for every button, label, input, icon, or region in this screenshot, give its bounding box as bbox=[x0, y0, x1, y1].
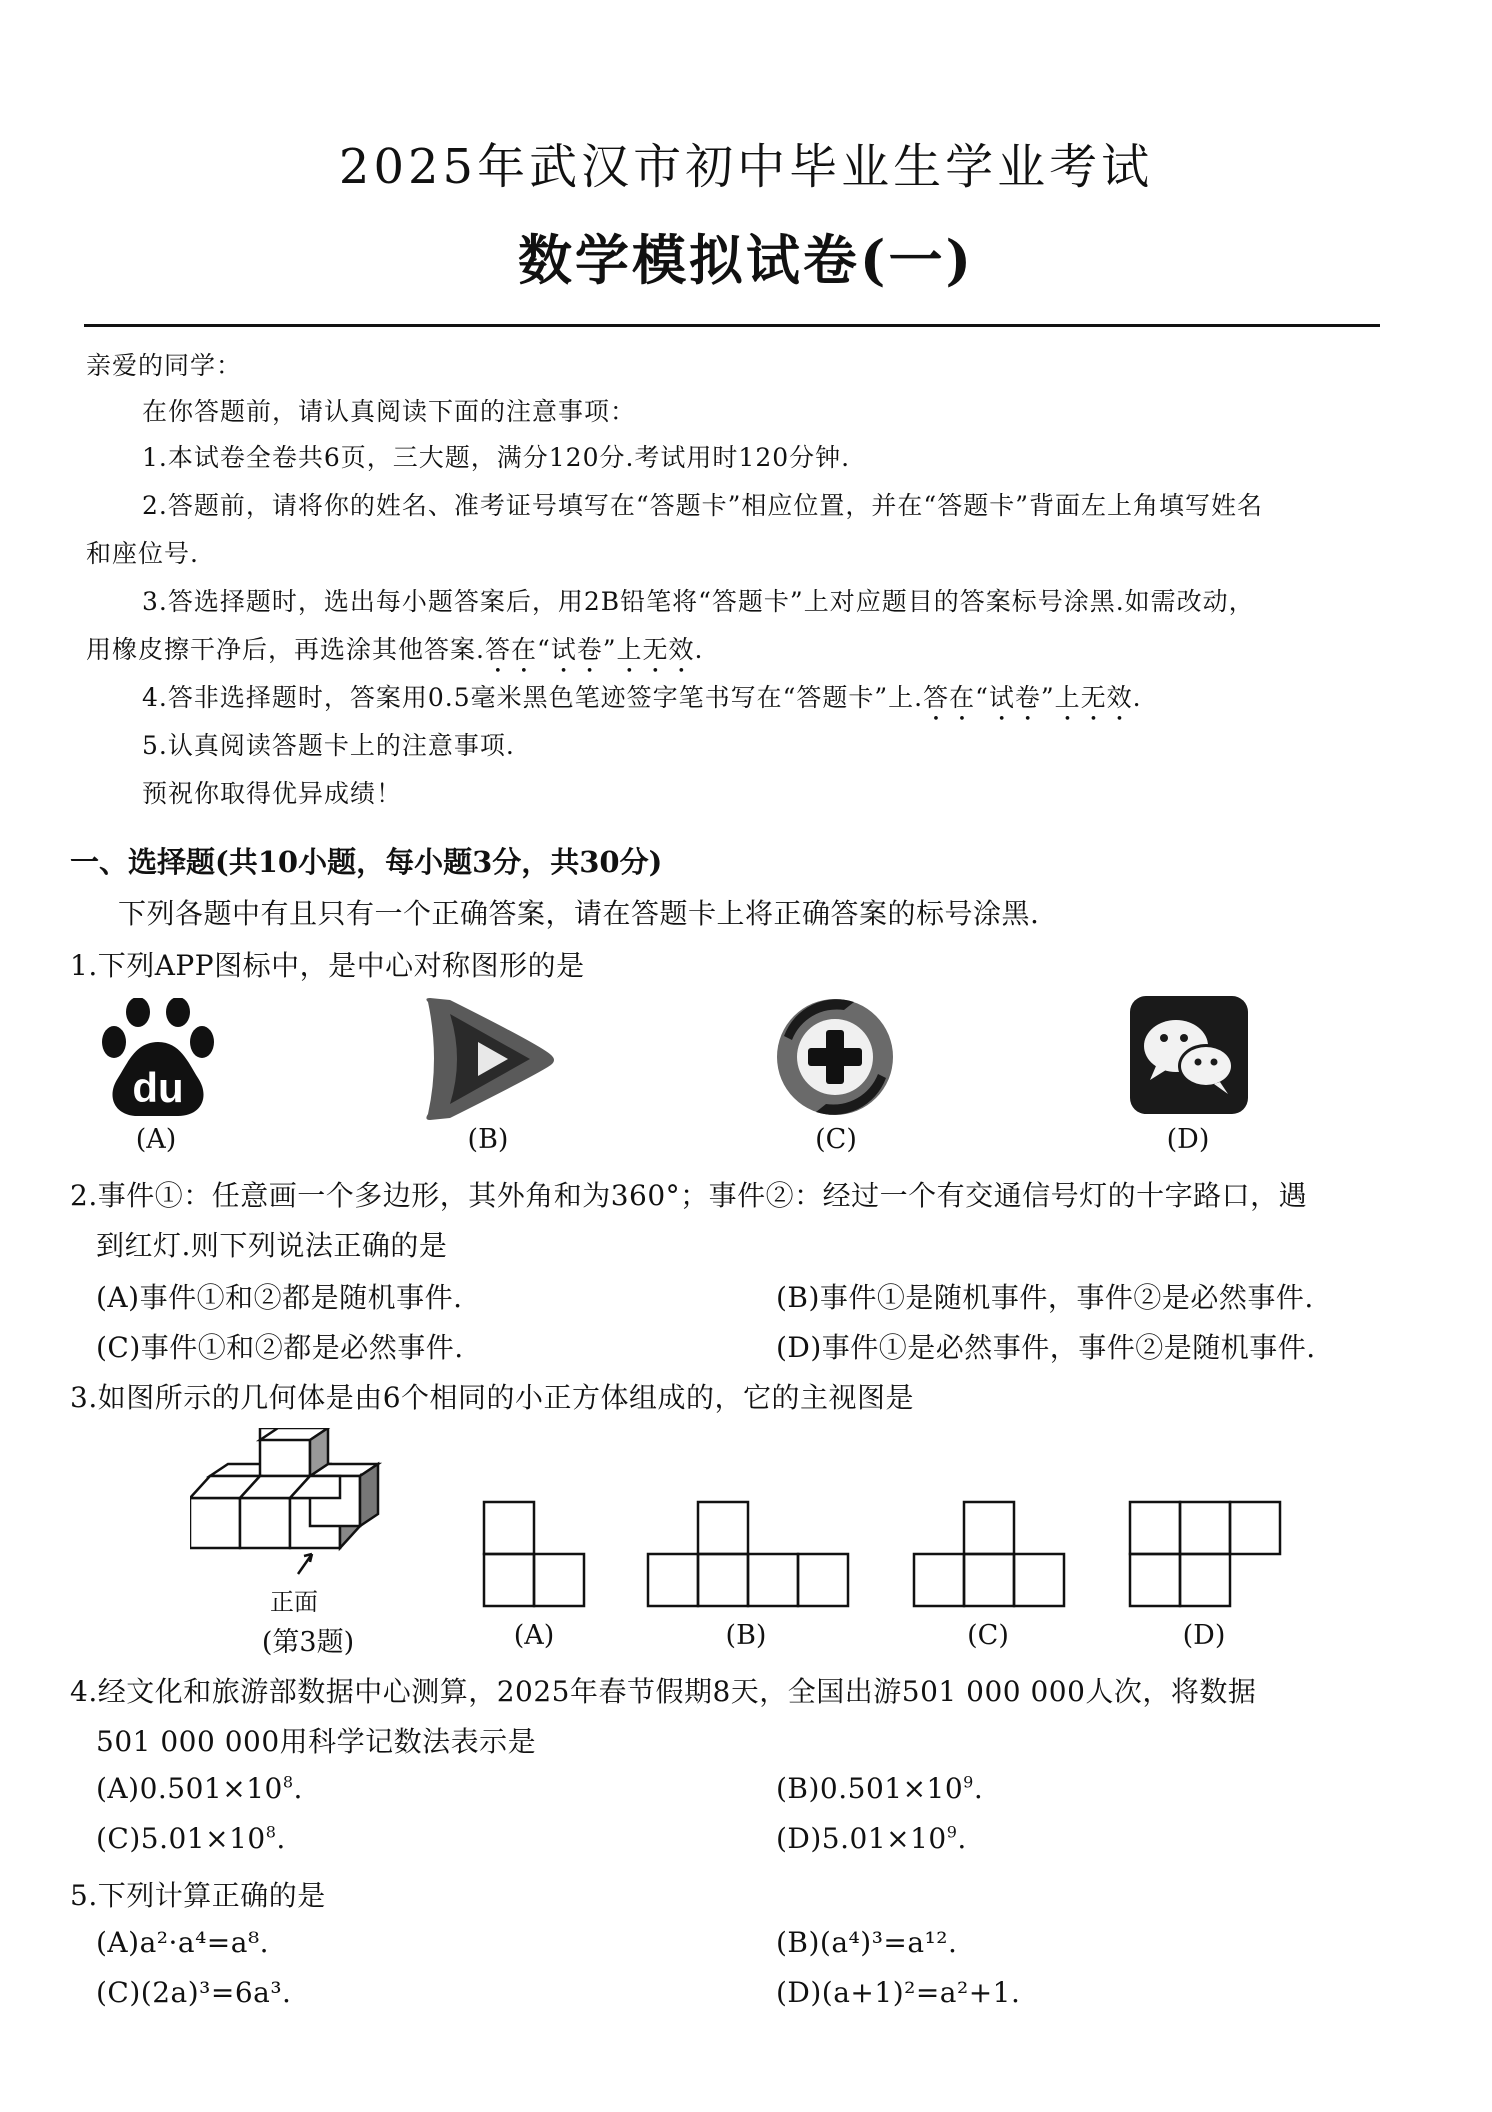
q2-option-c: (C)事件①和②都是必然事件. bbox=[96, 1331, 464, 1364]
notice-item-4 bbox=[142, 678, 1142, 727]
page-subtitle: 数学模拟试卷(一) bbox=[517, 228, 975, 292]
q4-option-a bbox=[96, 1772, 303, 1805]
notice-item-3a: 3.答选择题时，选出每小题答案后，用2B铅笔将“答题卡”上对应题目的答案标号涂黑.如需改动， bbox=[142, 587, 1255, 616]
q4-option-d bbox=[776, 1822, 967, 1855]
play-logo-icon bbox=[420, 996, 556, 1122]
q4-option-c-end: . bbox=[276, 1822, 286, 1855]
paw-logo-text: du bbox=[132, 1064, 184, 1111]
q1-label-c: (C) bbox=[815, 1124, 857, 1155]
notice-item-2b: 和座位号. bbox=[86, 539, 199, 568]
title-divider bbox=[84, 324, 1380, 327]
chat-bubbles-icon bbox=[1130, 996, 1248, 1114]
notice-item-1: 1.本试卷全卷共6页，三大题，满分120分.考试用时120分钟. bbox=[142, 443, 851, 472]
q2-stem-line2: 到红灯.则下列说法正确的是 bbox=[96, 1229, 448, 1262]
q4-option-b-base: (B)0.501×10 bbox=[776, 1772, 964, 1805]
q4-option-b bbox=[776, 1772, 983, 1805]
page-title: 2025年武汉市初中毕业生学业考试 bbox=[338, 139, 1154, 195]
q4-option-c-exp: 8 bbox=[265, 1822, 277, 1842]
q4-option-d-base: (D)5.01×10 bbox=[776, 1822, 947, 1855]
notice-wish: 预祝你取得优异成绩！ bbox=[142, 779, 403, 808]
cube-solid-figure bbox=[190, 1428, 390, 1588]
q3-label-d: (D) bbox=[1182, 1620, 1226, 1651]
q3-label-a: (A) bbox=[513, 1620, 555, 1651]
q4-option-d-end: . bbox=[957, 1822, 967, 1855]
notice-greeting: 亲爱的同学： bbox=[86, 351, 243, 380]
q5-option-a: (A)a²·a⁴=a⁸. bbox=[96, 1926, 270, 1959]
q3-front-label: 正面 bbox=[270, 1588, 318, 1616]
q2-option-b: (B)事件①是随机事件，事件②是必然事件. bbox=[776, 1281, 1314, 1314]
q5-option-d: (D)(a+1)²=a²+1. bbox=[776, 1976, 1021, 2009]
q4-stem-line1: 4.经文化和旅游部数据中心测算，2025年春节假期8天，全国出游501 000 000人次，将数据 bbox=[70, 1675, 1257, 1708]
q1-stem: 1.下列APP图标中，是中心对称图形的是 bbox=[70, 949, 585, 982]
q4-option-b-end: . bbox=[973, 1772, 984, 1805]
q3-option-c-figure bbox=[912, 1500, 1068, 1610]
q3-option-d-figure bbox=[1128, 1500, 1284, 1610]
q4-option-c-base: (C)5.01×10 bbox=[96, 1822, 266, 1855]
section-instruction: 下列各题中有且只有一个正确答案，请在答题卡上将正确答案的标号涂黑. bbox=[118, 897, 1040, 930]
q2-option-a: (A)事件①和②都是随机事件. bbox=[96, 1281, 463, 1314]
q4-option-c bbox=[96, 1822, 286, 1855]
q4-option-a-exp: 8 bbox=[282, 1772, 294, 1792]
notice-intro: 在你答题前，请认真阅读下面的注意事项： bbox=[142, 397, 637, 426]
q4-option-d-exp: 9 bbox=[946, 1822, 958, 1842]
q3-stem: 3.如图所示的几何体是由6个相同的小正方体组成的，它的主视图是 bbox=[70, 1381, 915, 1414]
q3-label-c: (C) bbox=[967, 1620, 1009, 1651]
q1-label-d: (D) bbox=[1166, 1124, 1210, 1155]
q1-label-a: (A) bbox=[135, 1124, 177, 1155]
q1-label-b: (B) bbox=[467, 1124, 509, 1155]
notice-item-2a: 2.答题前，请将你的姓名、准考证号填写在“答题卡”相应位置，并在“答题卡”背面左上角填写姓名 bbox=[142, 491, 1263, 520]
plus-circle-icon bbox=[774, 996, 896, 1118]
q5-stem: 5.下列计算正确的是 bbox=[70, 1879, 326, 1912]
q3-figure-label: (第3题) bbox=[261, 1627, 355, 1658]
q5-option-b: (B)(a⁴)³=a¹². bbox=[776, 1926, 958, 1959]
notice-item-4-emphasis: 答在“试卷”上无效. bbox=[923, 683, 1142, 712]
q3-option-a-figure bbox=[482, 1500, 588, 1610]
q3-option-b-figure bbox=[646, 1500, 852, 1610]
notice-item-5: 5.认真阅读答题卡上的注意事项. bbox=[142, 731, 515, 760]
notice-item-4-text: 4.答非选择题时，答案用0.5毫米黑色笔迹签字笔书写在“答题卡”上. bbox=[142, 683, 924, 712]
q5-option-c: (C)(2a)³=6a³. bbox=[96, 1976, 292, 2009]
paw-logo-icon bbox=[98, 998, 220, 1120]
q3-label-b: (B) bbox=[725, 1620, 767, 1651]
notice-item-3b-text: 用橡皮擦干净后，再选涂其他答案. bbox=[86, 635, 485, 664]
q2-stem-line1: 2.事件①：任意画一个多边形，其外角和为360°；事件②：经过一个有交通信号灯的十字路口，遇 bbox=[70, 1179, 1308, 1212]
q4-option-a-base: (A)0.501×10 bbox=[96, 1772, 283, 1805]
q4-option-a-end: . bbox=[293, 1772, 303, 1805]
notice-item-3b bbox=[86, 630, 703, 679]
q4-option-b-exp: 9 bbox=[963, 1772, 974, 1792]
notice-item-3b-emphasis: 答在“试卷”上无效. bbox=[484, 635, 704, 664]
section-heading: 一、选择题(共10小题，每小题3分，共30分) bbox=[70, 845, 663, 879]
q2-option-d: (D)事件①是必然事件，事件②是随机事件. bbox=[776, 1331, 1316, 1364]
q4-stem-line2: 501 000 000用科学记数法表示是 bbox=[96, 1725, 537, 1758]
